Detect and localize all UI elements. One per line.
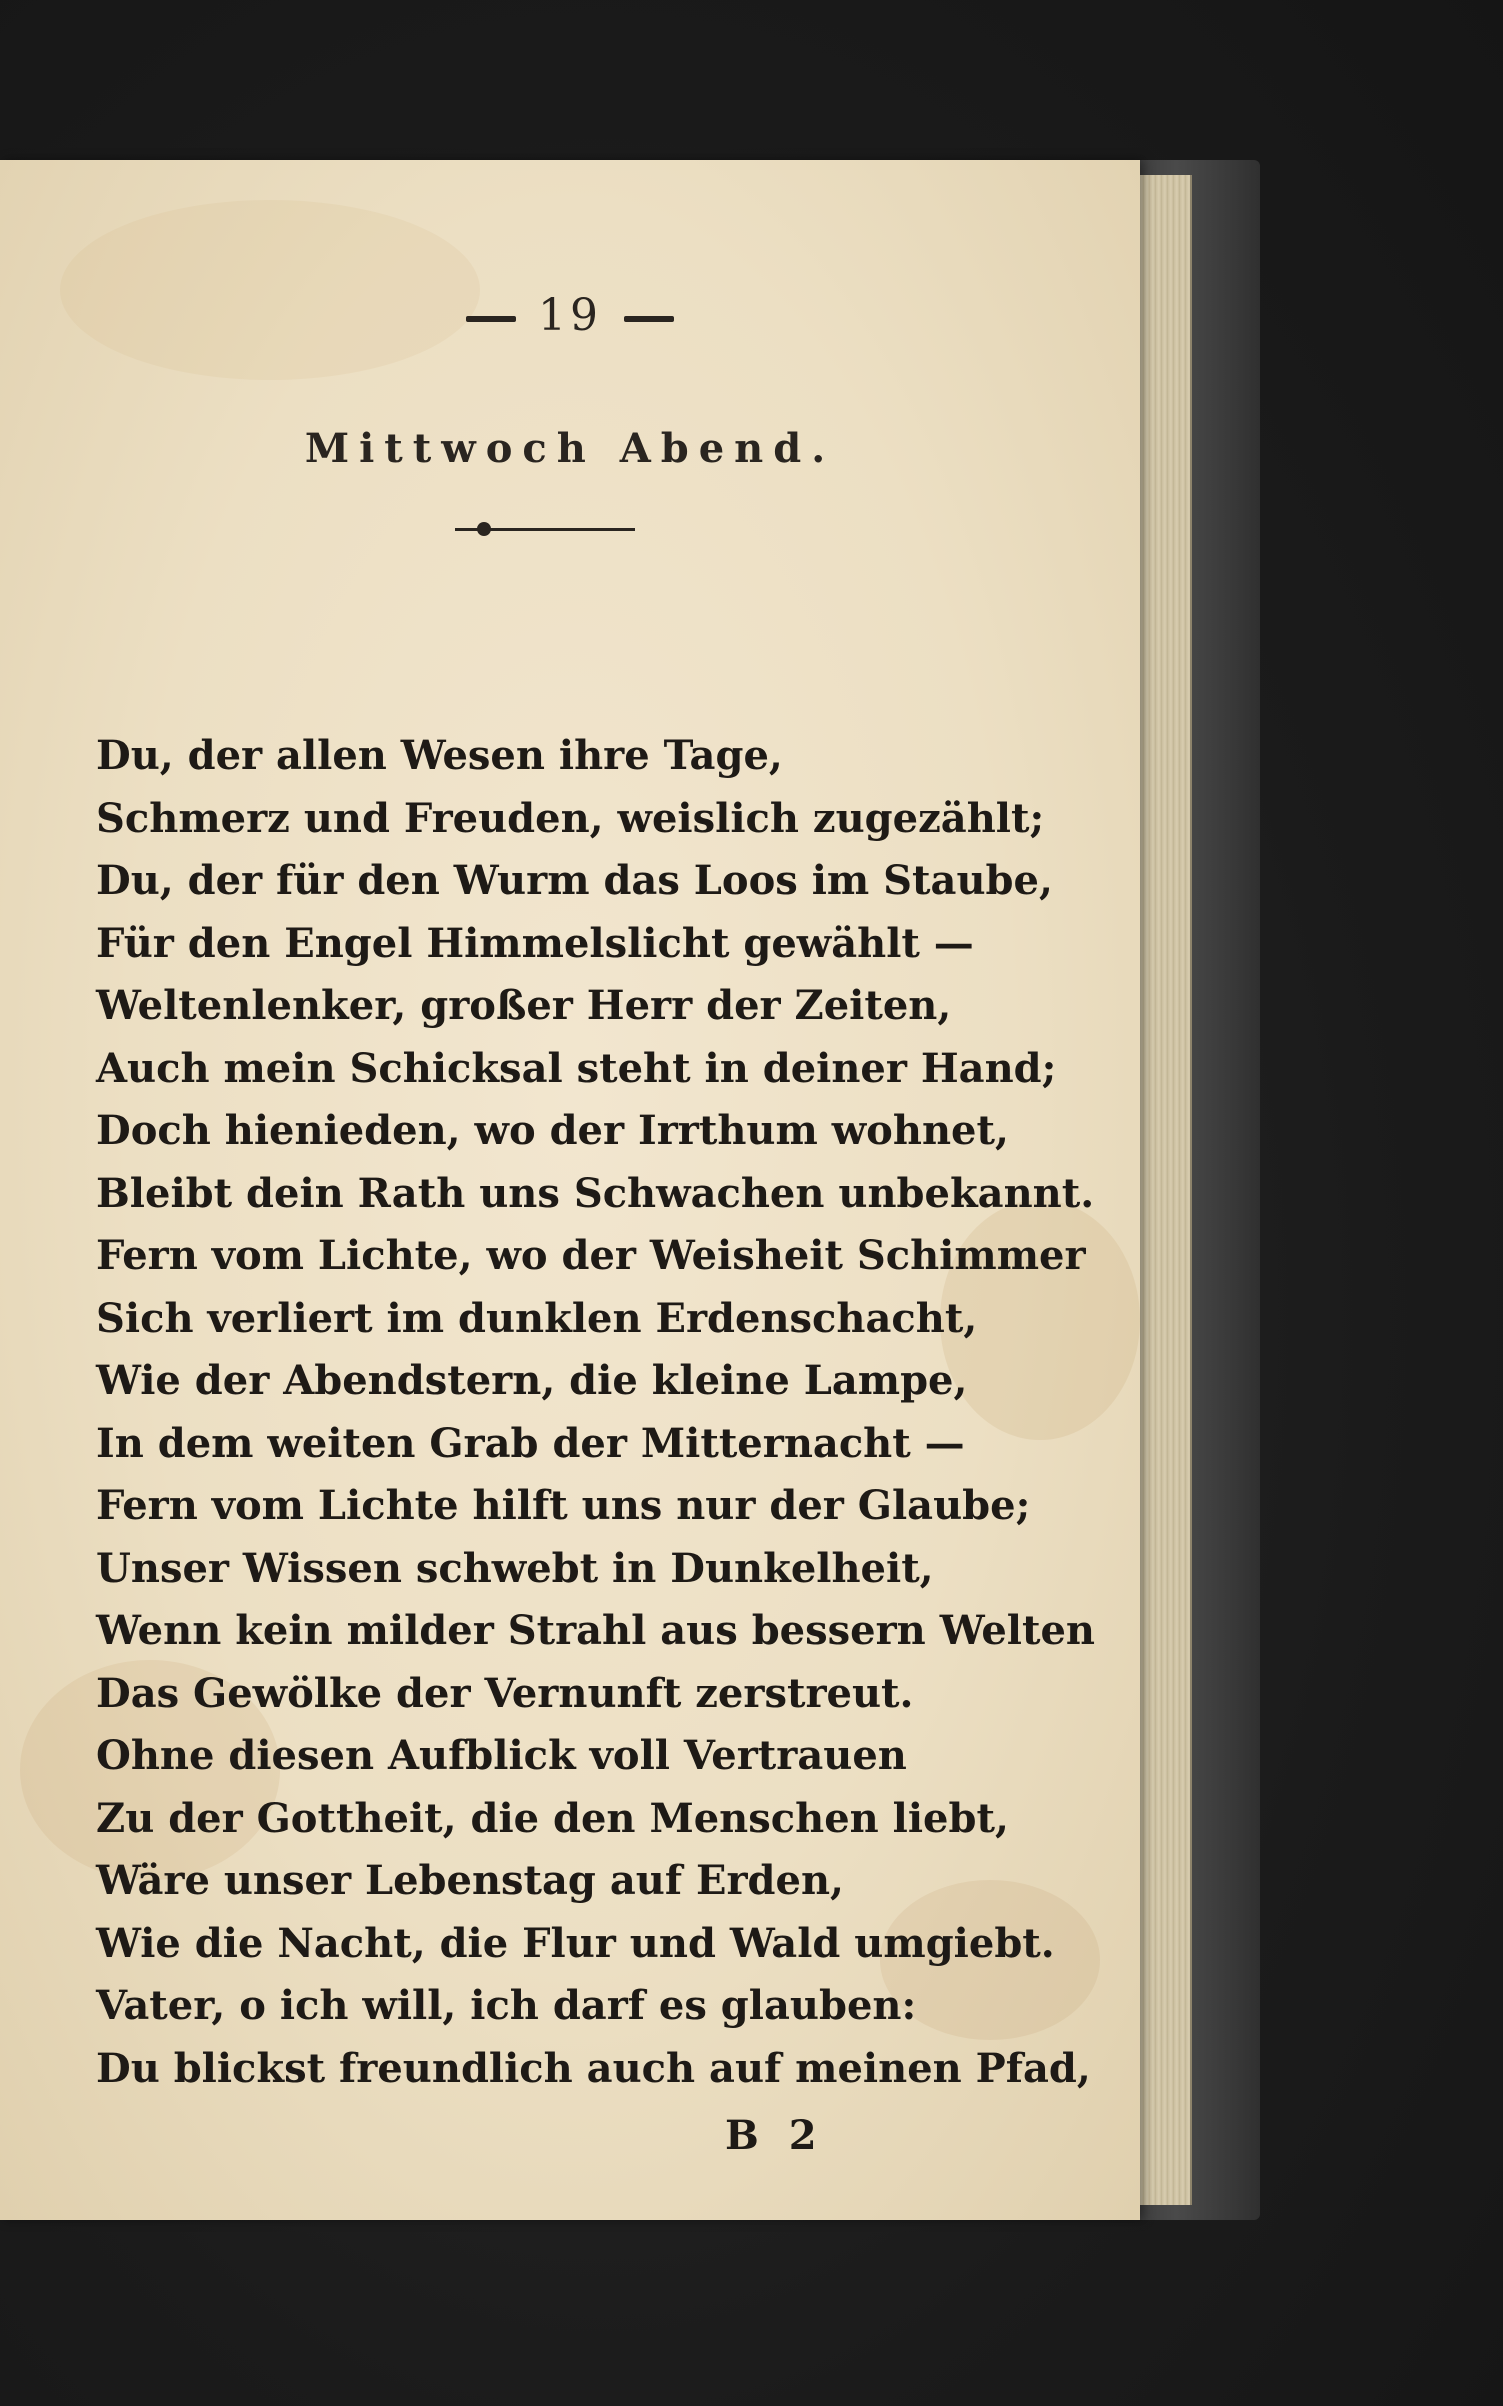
poem-line: Zu der Gottheit, die den Menschen liebt, [96, 1794, 1009, 1842]
poem-line: Bleibt dein Rath uns Schwachen unbekannt. [96, 1169, 1095, 1217]
dash-ornament [624, 316, 674, 322]
poem-line: Sich verliert im dunklen Erdenschacht, [96, 1294, 978, 1342]
divider-ornament [477, 522, 491, 536]
poem-line: Wie der Abendstern, die kleine Lampe, [96, 1357, 968, 1404]
dash-ornament [466, 316, 516, 322]
poem-text [96, 725, 1096, 2100]
poem-line: Wenn kein milder Strahl aus bessern Welten [96, 1607, 1096, 1654]
poem-line: Du, der allen Wesen ihre Tage, [96, 732, 783, 779]
book-page [0, 160, 1140, 2220]
poem-line: Schmerz und Freuden, weislich zugezählt; [96, 794, 1045, 842]
poem-line: Fern vom Lichte, wo der Weisheit Schimmer [96, 1232, 1086, 1279]
page-number-header [0, 290, 1140, 341]
poem-line: Wie die Nacht, die Flur und Wald umgiebt. [96, 1919, 1055, 1967]
poem-line: Doch hienieden, wo der Irrthum wohnet, [96, 1107, 1009, 1154]
poem-line: Vater, o ich will, ich darf es glauben: [96, 1982, 917, 2029]
poem-line: Das Gewölke der Vernunft zerstreut. [96, 1669, 914, 1717]
poem-line: Unser Wissen schwebt in Dunkelheit, [96, 1544, 934, 1592]
signature-mark: B 2 [725, 2112, 825, 2159]
poem-line: Fern vom Lichte hilft uns nur der Glaube; [96, 1482, 1031, 1529]
page-number: 19 [538, 290, 602, 341]
poem-title: Mittwoch Abend. [304, 425, 836, 472]
poem-line: Ohne diesen Aufblick voll Vertrauen [96, 1732, 907, 1779]
poem-line: Für den Engel Himmelslicht gewählt — [96, 919, 974, 967]
poem-line: Auch mein Schicksal steht in deiner Hand; [96, 1044, 1057, 1092]
poem-line: Du, der für den Wurm das Loos im Staube, [96, 857, 1053, 904]
poem-line: In dem weiten Grab der Mitternacht — [96, 1419, 965, 1467]
poem-line: Du blickst freundlich auch auf meinen Pfad, [96, 2044, 1091, 2092]
poem-line: Wäre unser Lebenstag auf Erden, [96, 1857, 844, 1904]
poem-line: Weltenlenker, großer Herr der Zeiten, [96, 982, 952, 1029]
